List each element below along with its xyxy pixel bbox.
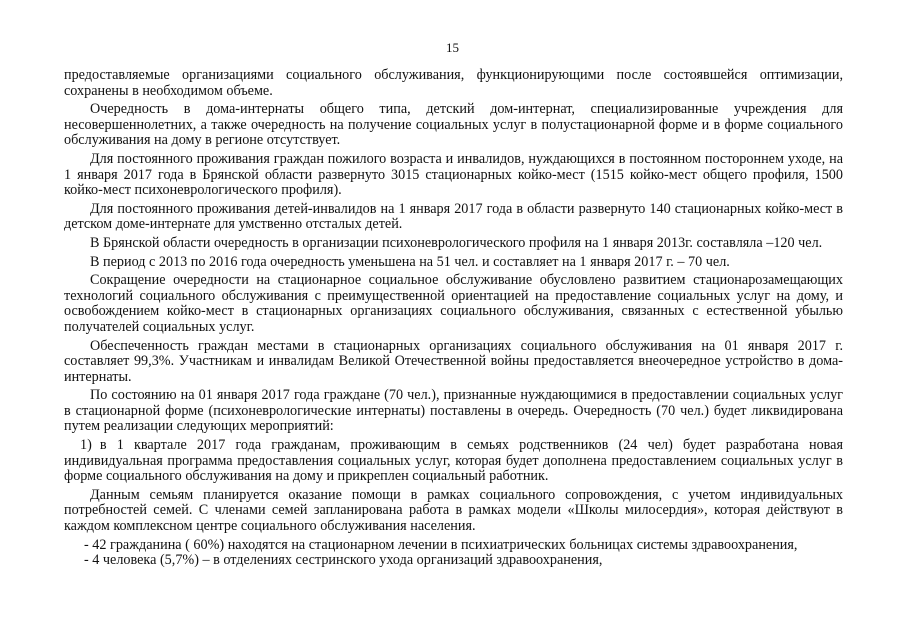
paragraph: Для постоянного проживания детей-инвалидов на 1 января 2017 года в области развернуто 140 стационарных койко-мест в детском доме-интернате для умственно отсталых детей. xyxy=(64,200,843,233)
paragraph: Обеспеченность граждан местами в стационарных организациях социального обслуживания на 01 января 2017 г. составляет 99,3%. Участникам и инвалидам Великой Отечественной войны предоставляется внеочередное устройство в дома-интернаты. xyxy=(64,337,843,385)
paragraph: В период с 2013 по 2016 года очередность уменьшена на 51 чел. и составляет на 1 января 2017 г. – 70 чел. xyxy=(90,253,730,270)
list-number: 1) xyxy=(80,437,92,454)
paragraph: Очередность в дома-интернаты общего типа, детский дом-интернат, специализированные учреждения для несовершеннолетних, а также очередность на получение социальных услуг в полустационарной форме и в форме социального обслуживания на дому в регионе отсутствует. xyxy=(64,101,843,149)
paragraph: Для постоянного проживания граждан пожилого возраста и инвалидов, нуждающихся в постоянном постороннем уходе, на 1 января 2017 года в Брянской области развернуто 3015 стационарных койко-мест (1515 койко-мест общего профиля, 1500 койко-мест психоневрологического профиля). xyxy=(64,150,843,199)
paragraph: В Брянской области очередность в организации психоневрологического профиля на 1 января 2013г. составляла –120 чел. xyxy=(90,234,823,251)
list-item xyxy=(64,438,843,485)
document-body xyxy=(64,68,843,569)
paragraph: Данным семьям планируется оказание помощи в рамках социального сопровождения, с учетом индивидуальных потребностей семей. С членами семей запланирована работа в рамках модели «Школы милосердия», которая действуют в каждом комплексном центре социального обслуживания населения. xyxy=(64,486,843,535)
page-number: 15 xyxy=(446,40,459,55)
paragraph: По состоянию на 01 января 2017 года граждане (70 чел.), признанные нуждающимися в предоставлении социальных услуг в стационарной форме (психоневрологические интернаты) поставлены в очередь. Очередность (70 чел.) будет ликвидирована путем реализации следующих мероприятий: xyxy=(64,387,843,435)
paragraph: предоставляемые организациями социального обслуживания, функционирующими после состоявшейся оптимизации, сохранены в необходимом объеме. xyxy=(64,67,843,99)
list-text: в 1 квартале 2017 года гражданам, проживающим в семьях родственников (24 чел) будет разработана новая индивидуальная программа предоставления социальных услуг, которая будет дополнена предоставлением социальных услуг в форме социального обслуживания на дому и прикреплен социальный работник. xyxy=(64,437,843,485)
dash-list-item: - 42 гражданина ( 60%) находятся на стационарном лечении в психиатрических больницах системы здравоохранения, xyxy=(84,536,798,553)
paragraph: Сокращение очередности на стационарное социальное обслуживание обусловлено развитием стационарозамещающих технологий социального обслуживания с преимущественной ориентацией на предоставление социальных услуг на дому, и освобождением койко-мест в стационарных организациях социального обслуживания, связанных с естественной убылью получателей социальных услуг. xyxy=(64,272,843,335)
dash-list-item: - 4 человека (5,7%) – в отделениях сестринского ухода организаций здравоохранения, xyxy=(84,552,603,569)
